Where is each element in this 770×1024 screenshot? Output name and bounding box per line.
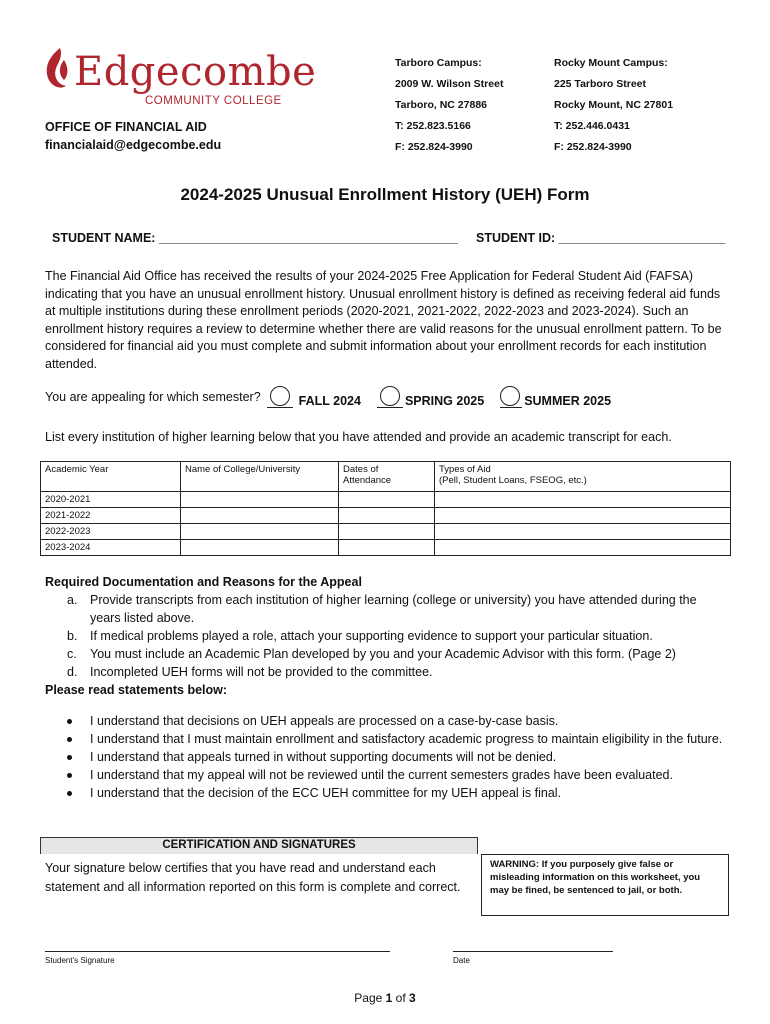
- col-header-aid-sub: (Pell, Student Loans, FSEOG, etc.): [439, 475, 587, 486]
- student-name-field[interactable]: STUDENT NAME: ___________________________________________: [52, 231, 458, 245]
- student-id-field[interactable]: STUDENT ID: ________________________: [476, 231, 726, 245]
- col-header-dates: [339, 462, 435, 492]
- college-cell[interactable]: [181, 540, 339, 556]
- list-item: [45, 627, 725, 645]
- bullet-icon: [67, 719, 72, 724]
- radio-circle-icon[interactable]: [500, 386, 520, 406]
- list-item: [45, 712, 725, 730]
- dates-cell[interactable]: [339, 524, 435, 540]
- rocky-label: Rocky Mount Campus:: [554, 57, 668, 69]
- page-total: 3: [409, 991, 416, 1005]
- list-marker: c.: [67, 647, 77, 661]
- col-header-year: Academic Year: [41, 462, 181, 492]
- table-row: [41, 492, 731, 508]
- date-line[interactable]: [453, 950, 613, 952]
- intro-paragraph: The Financial Aid Office has received the results of your 2024-2025 Free Application for Federal Student Aid (FAFSA) indicating that you have an unusual enrollment history. Unusual enrollment history is defined as receiving federal aid funds at multiple institutions during these enrollment periods (2020-2021, 2021-2022, 2022-2023 and 2023-2024). Such an enrollment history requires a review to determine whether there are valid reasons for the unusual enrollment pattern. To be considered for financial aid you must complete and submit information about your enrollment records for each institution attended.: [45, 269, 722, 371]
- list-item: [45, 748, 725, 766]
- rocky-phone: T: 252.446.0431: [554, 120, 630, 132]
- year-cell: 2022-2023: [41, 524, 181, 540]
- semester-selection: [45, 386, 611, 408]
- semester-label-spring: SPRING 2025: [404, 394, 485, 408]
- aid-cell[interactable]: [435, 492, 731, 508]
- college-logo: [42, 42, 317, 112]
- aid-cell[interactable]: [435, 524, 731, 540]
- office-email: financialaid@edgecombe.edu: [45, 138, 222, 152]
- list-item-text: I understand that the decision of the ECC UEH committee for my UEH appeal is final.: [90, 786, 562, 800]
- statements-heading: Please read statements below:: [45, 683, 228, 697]
- statements-list: [45, 712, 725, 802]
- list-item-text: I understand that I must maintain enrollment and satisfactory academic progress to maintain eligibility in the future.: [90, 732, 723, 746]
- list-item-text: Incompleted UEH forms will not be provided to the committee.: [90, 665, 433, 679]
- tarboro-label: Tarboro Campus:: [395, 57, 482, 69]
- table-header-row: [41, 462, 731, 492]
- tarboro-city: Tarboro, NC 27886: [395, 99, 488, 111]
- list-item-text: I understand that decisions on UEH appeals are processed on a case-by-case basis.: [90, 714, 559, 728]
- col-header-college: Name of College/University: [181, 462, 339, 492]
- semester-option-fall[interactable]: [267, 386, 361, 408]
- bullet-icon: [67, 737, 72, 742]
- list-item-text: I understand that my appeal will not be reviewed until the current semesters grades have been evaluated.: [90, 768, 673, 782]
- rocky-fax: F: 252.824-3990: [554, 141, 632, 153]
- semester-option-summer[interactable]: [500, 386, 611, 408]
- list-marker: d.: [67, 665, 78, 679]
- student-signature-label: Student's Signature: [45, 956, 115, 965]
- logo-subtitle: COMMUNITY COLLEGE: [145, 95, 282, 107]
- radio-circle-icon[interactable]: [270, 386, 290, 406]
- year-cell: 2020-2021: [41, 492, 181, 508]
- table-row: [41, 524, 731, 540]
- flame-icon: [42, 46, 72, 92]
- col-header-dates-text: Dates of Attendance: [343, 464, 392, 486]
- rocky-city: Rocky Mount, NC 27801: [554, 99, 674, 111]
- radio-circle-icon[interactable]: [380, 386, 400, 406]
- year-cell: 2021-2022: [41, 508, 181, 524]
- table-row: [41, 508, 731, 524]
- year-cell: 2023-2024: [41, 540, 181, 556]
- table-row: [41, 540, 731, 556]
- list-item-text: Provide transcripts from each institution of higher learning (college or university) you have attended during the years listed above.: [90, 593, 697, 625]
- list-item: [45, 766, 725, 784]
- certification-text: Your signature below certifies that you have read and understand each statement and all information reported on this form is complete and correct.: [45, 861, 461, 894]
- certification-title: CERTIFICATION AND SIGNATURES: [162, 839, 356, 851]
- warning-box: WARNING: If you purposely give false or misleading information on this worksheet, you may be fined, be sentenced to jail, or both.: [481, 854, 729, 916]
- requirements-section: [45, 573, 725, 699]
- list-item: [45, 645, 725, 663]
- list-item-text: I understand that appeals turned in without supporting documents will not be denied.: [90, 750, 557, 764]
- list-item: [45, 591, 725, 627]
- dates-cell[interactable]: [339, 492, 435, 508]
- aid-cell[interactable]: [435, 508, 731, 524]
- page-prefix: Page: [354, 991, 386, 1005]
- tarboro-campus: [395, 57, 503, 162]
- date-label: Date: [453, 956, 470, 965]
- tarboro-street: 2009 W. Wilson Street: [395, 78, 504, 90]
- page-current: 1: [385, 991, 393, 1005]
- college-cell[interactable]: [181, 508, 339, 524]
- tarboro-fax: F: 252.824-3990: [395, 141, 473, 153]
- office-name: OFFICE OF FINANCIAL AID: [45, 120, 207, 134]
- col-header-aid-text: Types of Aid: [439, 464, 491, 475]
- semester-option-spring[interactable]: [377, 386, 484, 408]
- list-marker: b.: [67, 629, 78, 643]
- tarboro-phone: T: 252.823.5166: [395, 120, 471, 132]
- page-number: [0, 991, 770, 1005]
- dates-cell[interactable]: [339, 540, 435, 556]
- college-cell[interactable]: [181, 524, 339, 540]
- certification-section: [40, 837, 730, 917]
- rocky-mount-campus: [554, 57, 673, 162]
- logo-wordmark: Edgecombe: [74, 49, 317, 95]
- requirements-heading: Required Documentation and Reasons for the Appeal: [45, 575, 362, 589]
- col-header-aid: [435, 462, 731, 492]
- form-title: 2024-2025 Unusual Enrollment History (UEH) Form: [180, 185, 590, 204]
- bullet-icon: [67, 755, 72, 760]
- dates-cell[interactable]: [339, 508, 435, 524]
- list-item: [45, 730, 725, 748]
- list-marker: a.: [67, 593, 78, 607]
- institution-table: [40, 461, 731, 556]
- bullet-icon: [67, 791, 72, 796]
- student-signature-line[interactable]: [45, 950, 390, 952]
- page-of: of: [392, 991, 410, 1005]
- list-item: [45, 663, 725, 681]
- rocky-street: 225 Tarboro Street: [554, 78, 647, 90]
- list-instruction: List every institution of higher learning below that you have attended and provide an academic transcript for each.: [45, 430, 672, 444]
- list-item: [45, 784, 725, 802]
- statements-section: [45, 712, 725, 802]
- aid-cell[interactable]: [435, 540, 731, 556]
- list-item-text: You must include an Academic Plan developed by you and your Academic Advisor with this form. (Page 2): [90, 647, 676, 661]
- semester-label-summer: SUMMER 2025: [524, 394, 612, 408]
- semester-prompt: You are appealing for which semester?: [45, 390, 261, 404]
- office-block: [45, 118, 221, 154]
- requirements-list: [45, 591, 725, 681]
- bullet-icon: [67, 773, 72, 778]
- semester-label-fall: FALL 2024: [298, 394, 361, 408]
- college-cell[interactable]: [181, 492, 339, 508]
- list-item-text: If medical problems played a role, attach your supporting evidence to support your particular situation.: [90, 629, 653, 643]
